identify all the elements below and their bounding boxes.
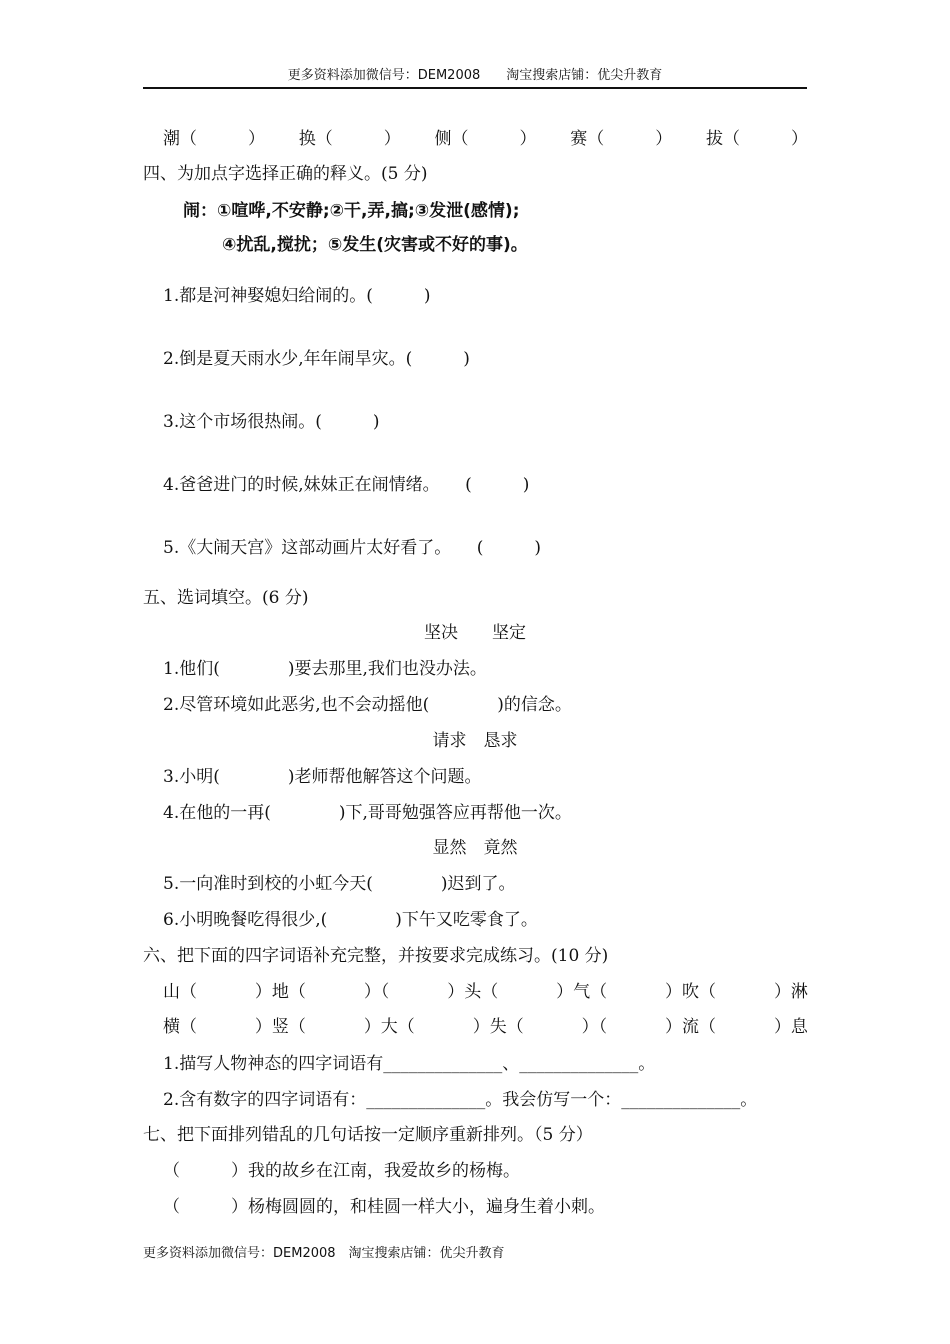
char-item: 赛（ ） (570, 129, 673, 149)
question-5-3: 3.小明( )老师帮他解答这个问题。 (163, 767, 482, 787)
question-5-1: 1.他们( )要去那里,我们也没办法。 (163, 659, 487, 679)
definition-line-1: 闹：①喧哗,不安静;②干,弄,搞;③发泄(感情); (183, 201, 520, 221)
definition-line-2: ④扰乱,搅扰；⑤发生(灾害或不好的事)。 (222, 235, 528, 255)
section4-title: 四、为加点字选择正确的释义。(5 分) (143, 164, 428, 184)
header-divider (143, 87, 807, 89)
question-5-2: 2.尽管环境如此恶劣,也不会动摇他( )的信念。 (163, 695, 572, 715)
idiom-cell: ）竖（ (254, 1017, 306, 1037)
idiom-cell: ）吹（ (665, 982, 717, 1002)
idiom-cell: ）流（ (665, 1017, 717, 1037)
idiom-cell: 山（ (163, 982, 197, 1002)
word-choices-2: 请求 恳求 (432, 731, 518, 751)
question-4-1: 1.都是河神娶媳妇给闹的。( ) (163, 286, 431, 306)
question-5-6: 6.小明晚餐吃得很少,( )下午又吃零食了。 (163, 910, 538, 930)
idiom-row-1 (163, 981, 808, 1003)
char-item: 换（ ） (298, 129, 401, 149)
idiom-cell: ）（ (581, 1017, 608, 1037)
idiom-cell: 横（ (163, 1017, 197, 1037)
idiom-row-2 (163, 1016, 808, 1038)
page-header: 更多资料添加微信号：DEM2008 淘宝搜索店铺：优尖升教育 (287, 68, 663, 83)
sentence-7-2: （ ）杨梅圆圆的，和桂圆一样大小，遍身生着小刺。 (163, 1197, 605, 1217)
char-item: 侧（ ） (434, 129, 537, 149)
section5-title: 五、选词填空。(6 分) (143, 588, 309, 608)
idiom-cell: ）息 (773, 1017, 808, 1037)
idiom-cell: ）大（ (363, 1017, 415, 1037)
question-6-1: 1.描写人物神态的四字词语有______________、______________。 (163, 1054, 656, 1074)
section6-title: 六、把下面的四字词语补充完整，并按要求完成练习。(10 分) (143, 946, 609, 966)
question-6-2: 2.含有数字的四字词语有：______________。我会仿写一个：______________。 (163, 1090, 758, 1110)
section7-title: 七、把下面排列错乱的几句话按一定顺序重新排列。（5 分） (143, 1125, 593, 1145)
char-row (163, 128, 808, 150)
idiom-cell: ）头（ (447, 982, 499, 1002)
idiom-cell: ）失（ (472, 1017, 524, 1037)
word-choices-3: 显然 竟然 (432, 838, 518, 858)
question-4-3: 3.这个市场很热闹。( ) (163, 412, 380, 432)
page-footer: 更多资料添加微信号：DEM2008 淘宝搜索店铺：优尖升教育 (143, 1246, 505, 1261)
word-choices-1: 坚决 坚定 (424, 623, 526, 643)
char-item: 拔（ ） (706, 129, 808, 149)
idiom-cell: ）地（ (254, 982, 306, 1002)
idiom-cell: ）气（ (556, 982, 608, 1002)
idiom-cell: ）淋 (773, 982, 808, 1002)
question-4-2: 2.倒是夏天雨水少,年年闹旱灾。( ) (163, 349, 470, 369)
question-4-4: 4.爸爸进门的时候,妹妹正在闹情绪。 ( ) (163, 475, 530, 495)
char-item: 潮（ ） (163, 129, 265, 149)
sentence-7-1: （ ）我的故乡在江南，我爱故乡的杨梅。 (163, 1161, 520, 1181)
question-5-4: 4.在他的一再( )下,哥哥勉强答应再帮他一次。 (163, 803, 572, 823)
question-4-5: 5.《大闹天宫》这部动画片太好看了。 ( ) (163, 538, 541, 558)
idiom-cell: ）（ (363, 982, 390, 1002)
question-5-5: 5.一向准时到校的小虹今天( )迟到了。 (163, 874, 516, 894)
